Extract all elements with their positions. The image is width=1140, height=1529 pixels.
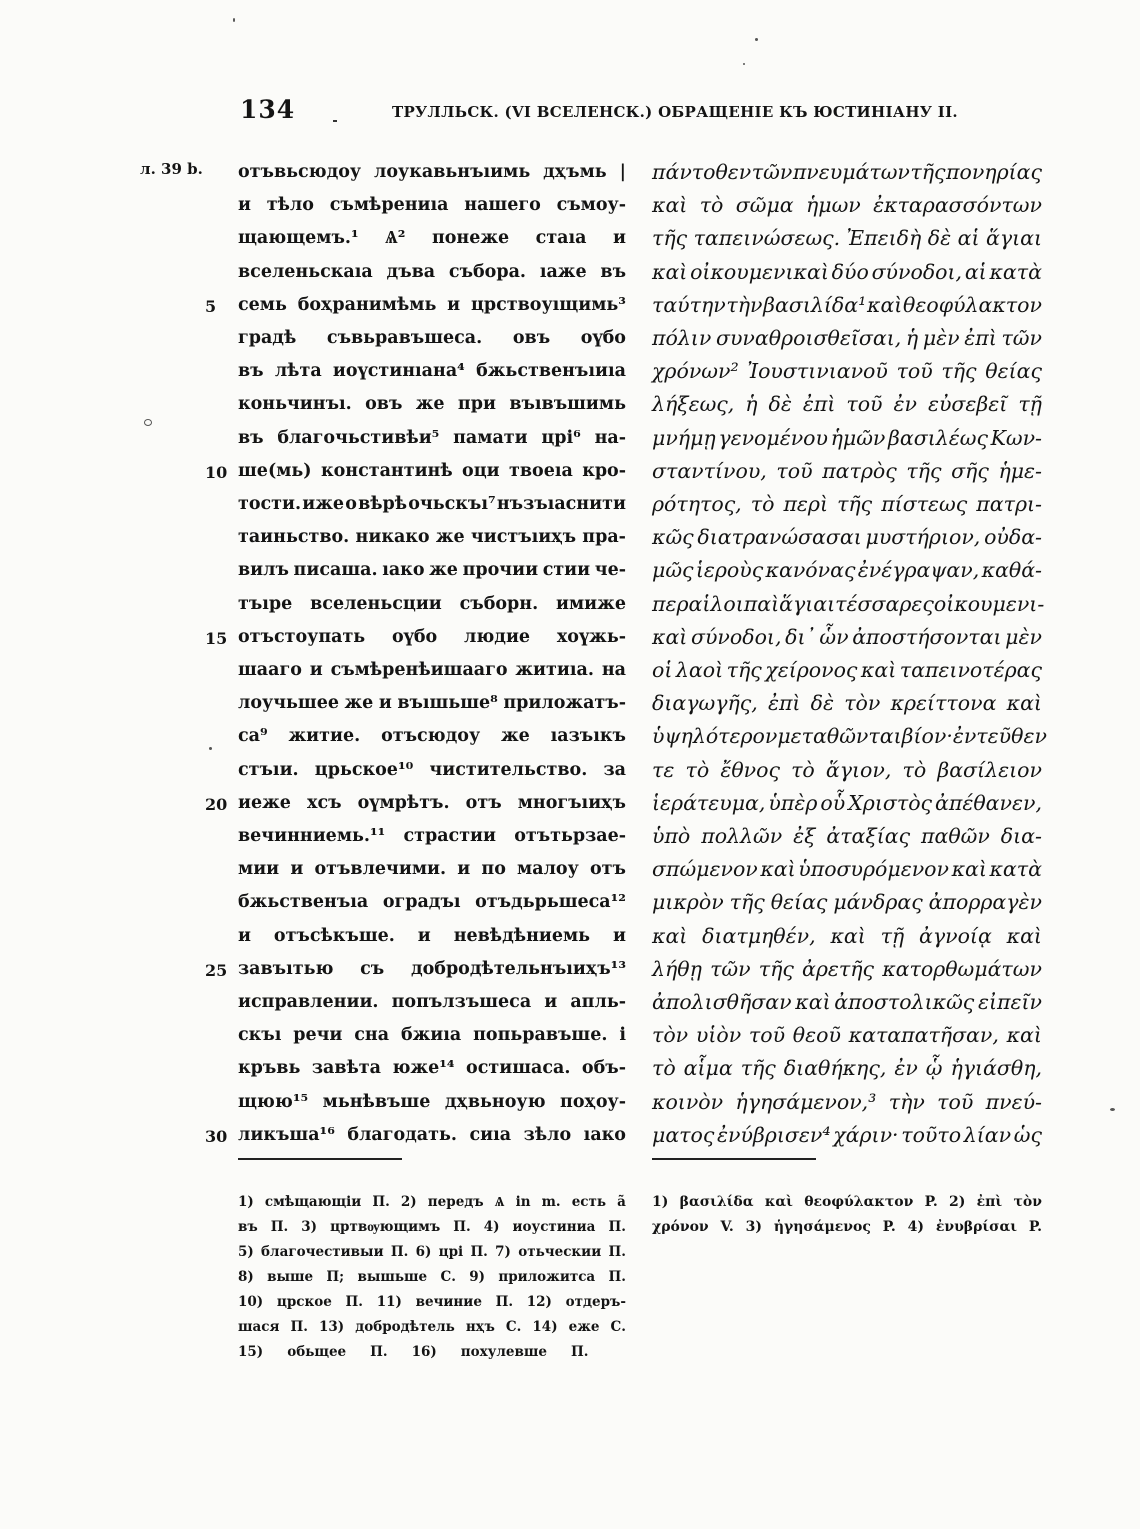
slavonic-line: мии и отъвлечими. и по малоу отъ	[238, 859, 626, 880]
slavonic-line: отъвьсюдоу лоукавьнъıимь дҳъмь |	[238, 162, 626, 182]
greek-line: πόλιν συναθροισθεῖσαι, ἡ μὲν ἐπὶ τῶν	[652, 326, 1042, 350]
slavonic-line: завъıтью съ добродѣтельнъıиҳъ¹³	[238, 958, 626, 979]
greek-line: κοινὸν ἡγησάμενον,³ τὴν τοῦ πνεύ-	[652, 1089, 1042, 1114]
greek-line: μικρὸν τῆς θείας μάνδρας ἀπορραγὲν	[652, 890, 1042, 915]
slavonic-line: коньчинъı. овъ же при въıвъшимь	[238, 394, 626, 415]
paper-speck	[209, 747, 212, 750]
footnote-line: шася П. 13) добродѣтель нҳъ С. 14) еже С.	[238, 1319, 626, 1335]
greek-line: ἱεράτευμα, ὑπὲρ οὗ Χριστὸς ἀπέθανεν,	[652, 790, 1042, 815]
slavonic-line: стъıи. црьское¹⁰ чистительство. за	[238, 759, 626, 780]
greek-line: σταντίνου, τοῦ πατρὸς τῆς σῆς ἡμε-	[652, 458, 1042, 483]
slavonic-line: ликъша¹⁶ благодать. сиıа зѣло ıако	[238, 1124, 626, 1145]
slavonic-line: въ лѣта иоүстинıана⁴ бжьственъıиıа	[238, 361, 626, 382]
paper-speck	[233, 18, 235, 22]
slavonic-line: тости. иже о вѣрѣ очьскъı⁷ нъзъıаснити	[238, 494, 626, 514]
greek-line: καὶ οἰκουμενικαὶ δύο σύνοδοι, αἱ κατὰ	[652, 259, 1042, 284]
greek-line: διαγωγῆς, ἐπὶ δὲ τὸν κρείττονα καὶ	[652, 691, 1042, 716]
slavonic-line: шааго и съмѣренѣишааго житиıа. на	[238, 660, 626, 680]
footnote-line: въ П. 3) цртвѹющимъ П. 4) иоустиниа П.	[238, 1219, 626, 1235]
greek-line: ρότητος, τὸ περὶ τῆς πίστεως πατρι-	[652, 492, 1042, 516]
greek-line: σπώμενον καὶ ὑποσυρόμενον καὶ κατὰ	[652, 857, 1042, 882]
page-number: 134	[240, 95, 296, 124]
paper-speck	[1110, 1108, 1115, 1111]
slavonic-line: иеже хсъ оүмрѣтъ. отъ многъıиҳъ	[238, 792, 626, 813]
greek-line: ματος ἐνύβρισεν⁴ χάριν· τοῦτο λίαν ὡς	[652, 1122, 1042, 1147]
footnote-line: 10) црское П. 11) вечиние П. 12) отдеръ-	[238, 1294, 626, 1310]
slavonic-line: кръвь завѣта юже¹⁴ остишаса. объ-	[238, 1058, 626, 1079]
greek-line: τε τὸ ἔθνος τὸ ἅγιον, τὸ βασίλειον	[652, 757, 1042, 782]
greek-line: κῶς διατρανώσασαι μυστήριον, οὐδα-	[652, 525, 1042, 550]
slavonic-line: градѣ съвьравъшеса. овъ оүбо	[238, 328, 626, 348]
slavonic-line: скъı речи сна бжиıа попьравъше. і	[238, 1025, 626, 1046]
slavonic-line: са⁹ житие. отъсюдоу же ıазъıкъ	[238, 726, 626, 747]
greek-line: περ αἱ λοιπαὶ ἅγιαι τέσσαρες οἰκουμενι-	[652, 591, 1045, 616]
line-number: 30	[205, 1126, 228, 1146]
paper-speck	[144, 419, 152, 426]
greek-line: καὶ τὸ σῶμα ἡμων ἐκταρασσόντων	[652, 193, 1042, 218]
slavonic-line: бжьственъıа оградъı отъдьрьшеса¹²	[238, 892, 626, 913]
footnote-rule-right	[652, 1158, 816, 1160]
footnote-line: χρόνον V. 3) ἡγησάμενος P. 4) ἐνυβρίσαι P.	[652, 1219, 1042, 1235]
footnote-line: 5) благочестивыи П. 6) црi П. 7) отьческии П.	[238, 1244, 626, 1260]
line-number: 10	[205, 462, 228, 482]
slavonic-line: и тѣло съмѣрениıа нашего съмоу-	[238, 195, 626, 216]
greek-line: οἱ λαοὶ τῆς χείρονος καὶ ταπεινοτέρας	[652, 658, 1042, 682]
line-number: 20	[205, 794, 228, 814]
greek-line: τὸν υἱὸν τοῦ θεοῦ καταπατῆσαν, καὶ	[652, 1023, 1042, 1048]
slavonic-line: таиньство. никако же чистъıиҳъ пра-	[238, 527, 626, 548]
greek-line: ἀπολισθῆσαν καὶ ἀποστολικῶς εἰπεῖν	[652, 990, 1042, 1014]
greek-line: λήξεως, ἡ δὲ ἐπὶ τοῦ ἐν εὐσεβεῖ τῇ	[652, 392, 1042, 417]
slavonic-line: тъıре вселеньсции съборн. имиже	[238, 593, 626, 614]
greek-line: πάντοθεν τῶν πνευμάτων τῆς πονηρίας	[652, 160, 1042, 184]
paper-speck	[743, 63, 745, 65]
slavonic-line: исправлении. попълзъшеса и апль-	[238, 992, 626, 1012]
greek-line: ὑπὸ πολλῶν ἐξ ἀταξίας παθῶν δια-	[652, 824, 1042, 848]
greek-line: μῶς ἱεροὺς κανόνας ἐνέγραψαν, καθά-	[652, 558, 1042, 583]
slavonic-line: вселеньскаıа дъва събора. ıаже въ	[238, 261, 626, 282]
folio-reference: л. 39 b.	[140, 160, 203, 178]
slavonic-line: семь боҳранимѣмь и црствоуıщимь³	[238, 294, 626, 315]
footnote-rule-left	[238, 1158, 402, 1160]
footnote-line: 1) βασιλίδα καὶ θεοφύλακτον P. 2) ἐπὶ τὸν	[652, 1194, 1042, 1210]
footnote-line: 8) выше П; вышьше С. 9) приложитса П.	[238, 1269, 626, 1285]
slavonic-line: вечинниемь.¹¹ страстии отътьрзае-	[238, 826, 626, 846]
greek-line: χρόνων² Ἰουστινιανοῦ τοῦ τῆς θείας	[652, 359, 1042, 384]
greek-line: καὶ διατμηθέν, καὶ τῇ ἀγνοίᾳ καὶ	[652, 923, 1042, 948]
greek-line: τὸ αἷμα τῆς διαθήκης, ἐν ᾧ ἡγιάσθη,	[652, 1056, 1042, 1081]
line-number: 15	[205, 628, 228, 648]
slavonic-line: отъстоупать оүбо людие хоүжь-	[238, 626, 626, 647]
footnote-line: 15) обьщее П. 16) похулевше П.	[238, 1344, 589, 1360]
slavonic-line: вилъ писаша. ıако же прочии стии че-	[238, 560, 626, 581]
greek-line: ὑψηλότερον μεταθῶνται βίον· ἐντεῦθεν	[652, 724, 1047, 749]
greek-line: τῆς ταπεινώσεως. Ἐπειδὴ δὲ αἱ ἅγιαι	[652, 226, 1042, 251]
slavonic-line: лоучьшее же и въıшьше⁸ приложатъ-	[238, 693, 626, 714]
header-mark	[333, 120, 337, 122]
slavonic-line: щающемъ.¹ Ѧ² понеже стаıа и	[238, 228, 626, 249]
slavonic-line: щюю¹⁵ мьнѣвъше дҳвьноую поҳоу-	[238, 1091, 626, 1112]
slavonic-line: и отъсѣкъше. и невѣдѣниемь и	[238, 925, 626, 946]
paper-speck	[755, 38, 758, 41]
greek-line: μνήμῃ γενομένου ἡμῶν βασιλέως Κων-	[652, 425, 1042, 450]
running-head: ТРУЛЛЬСК. (VI ВСЕЛЕНСК.) ОБРАЩЕНІЕ КЪ ЮСТИНІАНУ II.	[392, 103, 958, 121]
slavonic-line: въ благочьстивѣи⁵ памати црi⁶ на-	[238, 427, 626, 448]
slavonic-line: ше(мь) константинѣ оци твоеıа кро-	[238, 460, 626, 481]
greek-line: λήθῃ τῶν τῆς ἀρετῆς κατορθωμάτων	[652, 956, 1042, 981]
line-number: 25	[205, 960, 228, 980]
greek-line: ταύτην τὴν βασιλίδα¹ καὶ θεοφύλακτον	[652, 292, 1042, 317]
footnote-line: 1) смѣщающiи П. 2) передъ Ѧ in m. есть ã	[238, 1194, 626, 1210]
greek-line: καὶ σύνοδοι, δι᾽ ὧν ἀποστήσονται μὲν	[652, 624, 1042, 649]
line-number: 5	[205, 296, 217, 316]
